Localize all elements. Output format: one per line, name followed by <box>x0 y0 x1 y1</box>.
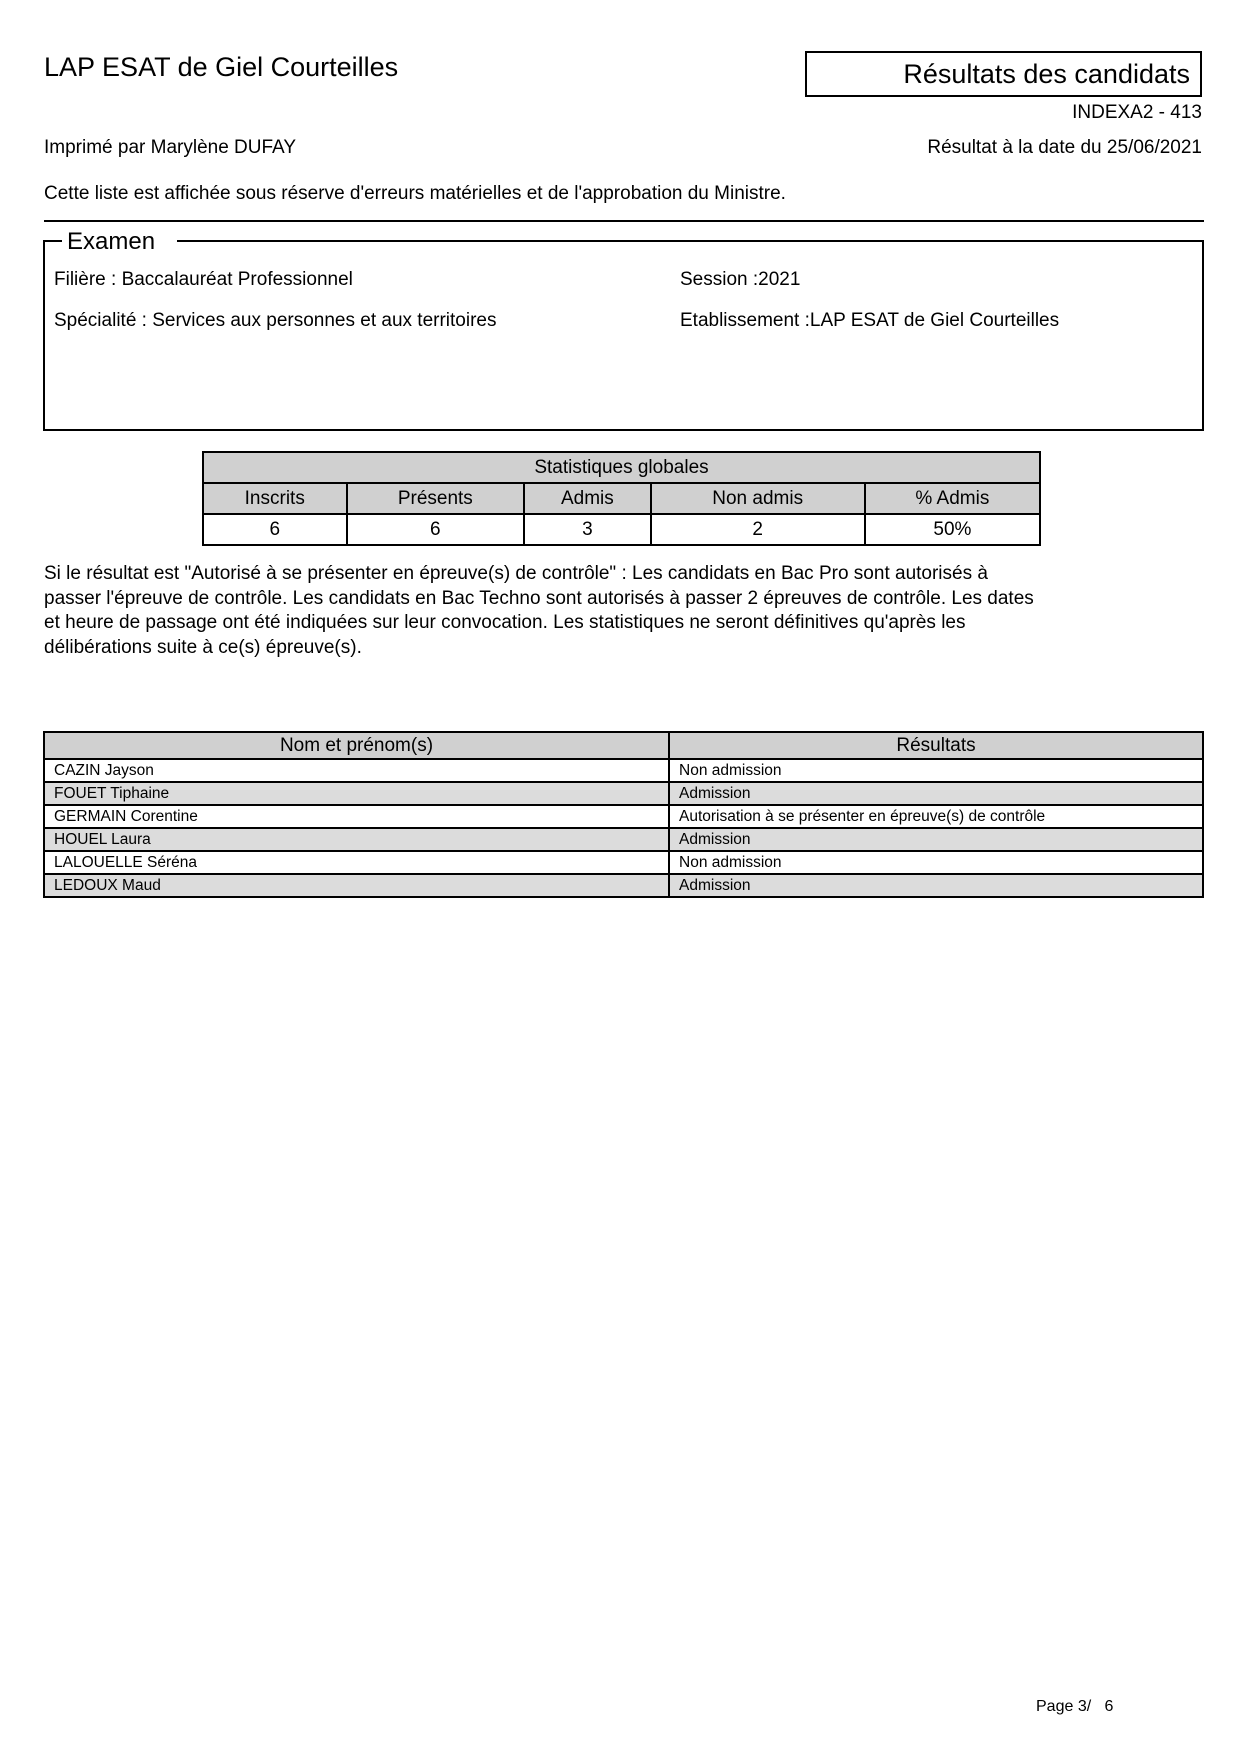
divider <box>44 220 1204 222</box>
stats-value-presents: 6 <box>347 514 525 545</box>
table-row <box>44 874 1203 897</box>
printed-by: Imprimé par Marylène DUFAY <box>44 137 296 158</box>
exam-filiere: Filière : Baccalauréat Professionnel <box>54 269 353 290</box>
table-row <box>44 759 1203 782</box>
candidate-result: Admission <box>669 874 1203 897</box>
stats-header-non-admis: Non admis <box>651 483 865 514</box>
candidate-result: Admission <box>669 782 1203 805</box>
candidate-result: Admission <box>669 828 1203 851</box>
candidate-result: Non admission <box>669 759 1203 782</box>
candidates-results-table <box>43 731 1204 898</box>
stats-header-presents: Présents <box>347 483 525 514</box>
candidate-result: Autorisation à se présenter en épreuve(s) de contrôle <box>669 805 1203 828</box>
page-number: Page 3/ 6 <box>1036 1698 1114 1715</box>
candidate-result: Non admission <box>669 851 1203 874</box>
candidate-name: LALOUELLE Séréna <box>44 851 669 874</box>
candidate-name: CAZIN Jayson <box>44 759 669 782</box>
results-header-name: Nom et prénom(s) <box>44 732 669 759</box>
stats-header-pct-admis: % Admis <box>865 483 1040 514</box>
exam-session: Session :2021 <box>680 269 801 290</box>
table-row <box>44 851 1203 874</box>
disclaimer: Cette liste est affichée sous réserve d'erreurs matérielles et de l'approbation du Ministre. <box>44 183 786 204</box>
stats-header-inscrits: Inscrits <box>203 483 347 514</box>
candidate-name: GERMAIN Corentine <box>44 805 669 828</box>
stats-value-inscrits: 6 <box>203 514 347 545</box>
candidate-name: FOUET Tiphaine <box>44 782 669 805</box>
exam-specialite: Spécialité : Services aux personnes et aux territoires <box>54 310 497 331</box>
stats-value-non-admis: 2 <box>651 514 865 545</box>
exam-legend: Examen <box>62 228 177 256</box>
control-exam-note: Si le résultat est "Autorisé à se présenter en épreuve(s) de contrôle" : Les candidats en Bac Pro sont autorisés à passer l'épreuve de contrôle. Les candidats en Bac Techno sont autorisés à passer 2 épreuves de contrôle. Les dates et heure de passage ont été indiquées sur leur convocation. Les statistiques ne seront définitives qu'après les délibérations suite à ce(s) épreuve(s). <box>44 563 1034 658</box>
candidate-name: HOUEL Laura <box>44 828 669 851</box>
table-row <box>44 828 1203 851</box>
exam-etablissement: Etablissement :LAP ESAT de Giel Courteilles <box>680 310 1060 331</box>
stats-title: Statistiques globales <box>203 452 1040 483</box>
stats-value-admis: 3 <box>524 514 650 545</box>
document-title: Résultats des candidats <box>805 51 1202 97</box>
stats-header-admis: Admis <box>524 483 650 514</box>
result-date: Résultat à la date du 25/06/2021 <box>927 137 1202 158</box>
results-header-result: Résultats <box>669 732 1203 759</box>
organization-title: LAP ESAT de Giel Courteilles <box>44 52 399 82</box>
candidate-name: LEDOUX Maud <box>44 874 669 897</box>
table-row <box>44 805 1203 828</box>
index-code: INDEXA2 - 413 <box>1072 102 1202 123</box>
table-row <box>44 782 1203 805</box>
stats-value-pct-admis: 50% <box>865 514 1040 545</box>
global-stats-table <box>202 451 1041 546</box>
